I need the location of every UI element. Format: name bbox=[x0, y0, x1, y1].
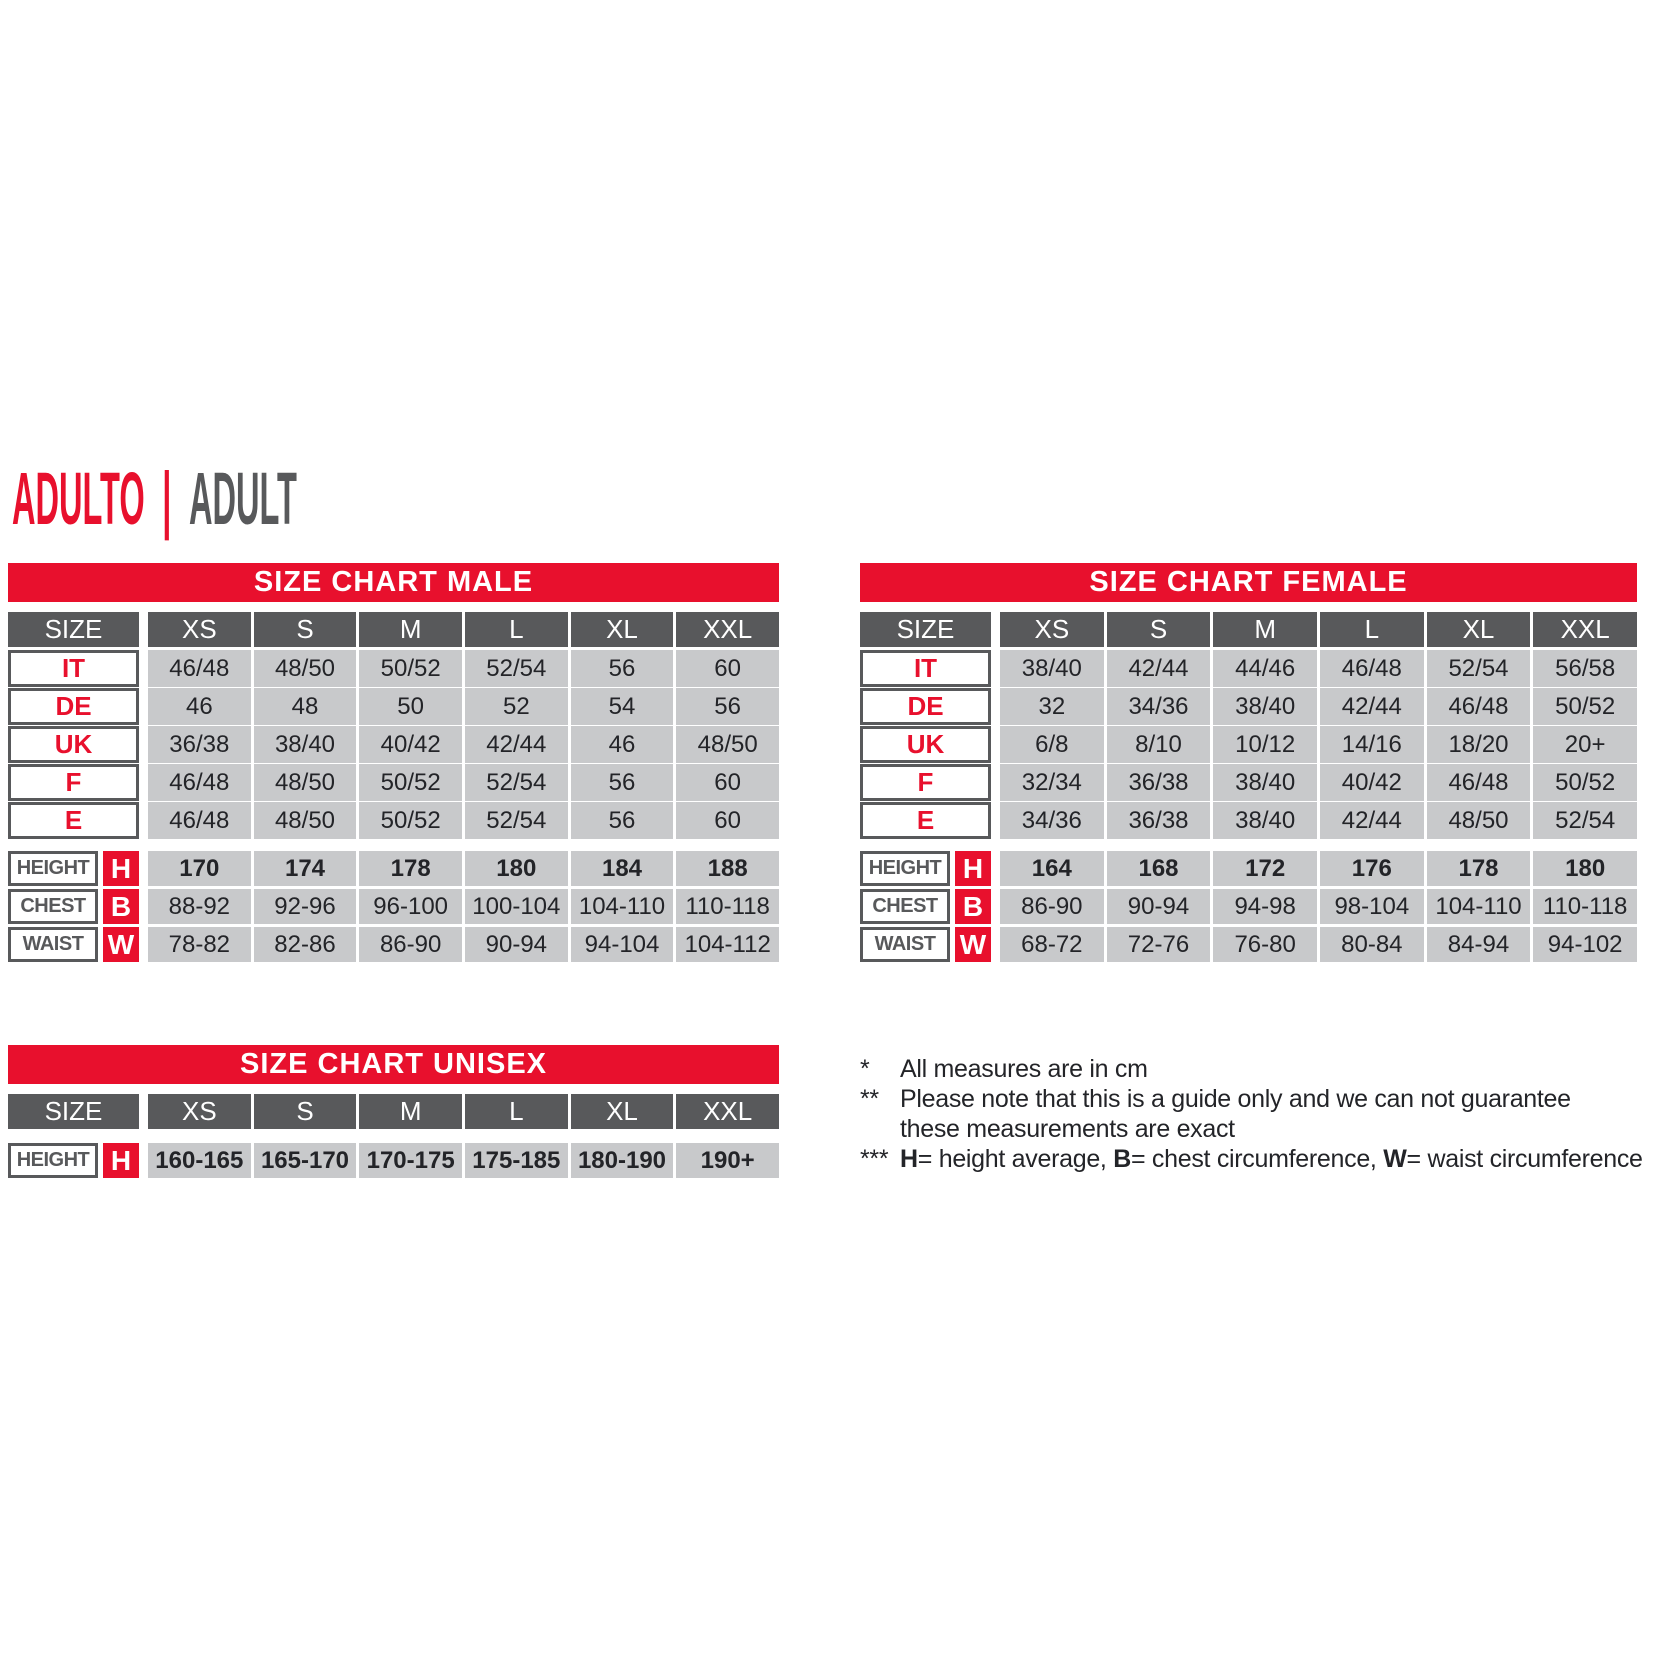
female-size-row-e bbox=[860, 802, 1637, 837]
male-table-title: SIZE CHART MALE bbox=[8, 563, 779, 602]
female-it-l-value: 46/48 bbox=[1320, 650, 1424, 687]
female-table-title: SIZE CHART FEMALE bbox=[860, 563, 1637, 602]
male-column-header-s: S bbox=[254, 612, 357, 647]
male-column-header-m: M bbox=[359, 612, 462, 647]
male-height-m-value: 178 bbox=[359, 851, 462, 886]
male-it-xl-value: 56 bbox=[571, 650, 674, 687]
female-row-label-uk: UK bbox=[860, 726, 991, 763]
male-de-xs-value: 46 bbox=[148, 688, 251, 725]
female-size-row-uk bbox=[860, 726, 1637, 761]
female-height-xs-value: 164 bbox=[1000, 851, 1104, 886]
male-column-header-xs: XS bbox=[148, 612, 251, 647]
female-size-row-it bbox=[860, 650, 1637, 685]
male-it-l-value: 52/54 bbox=[465, 650, 568, 687]
footnote-segment: All measures are in cm bbox=[900, 1055, 1148, 1083]
male-e-xxl-value: 60 bbox=[676, 802, 779, 839]
male-size-row-e bbox=[8, 802, 779, 837]
unisex-column-header-size: SIZE bbox=[8, 1094, 139, 1129]
female-column-header-l: L bbox=[1320, 612, 1424, 647]
female-measure-label-waist bbox=[860, 927, 991, 962]
unisex-column-header-l: L bbox=[465, 1094, 568, 1129]
female-it-xl-value: 52/54 bbox=[1427, 650, 1531, 687]
female-measure-row-height bbox=[860, 851, 1637, 886]
male-uk-m-value: 40/42 bbox=[359, 726, 462, 763]
male-de-xxl-value: 56 bbox=[676, 688, 779, 725]
male-size-row-f bbox=[8, 764, 779, 799]
male-it-xxl-value: 60 bbox=[676, 650, 779, 687]
female-de-xxl-value: 50/52 bbox=[1533, 688, 1637, 725]
female-measure-row-waist bbox=[860, 927, 1637, 962]
size-chart-male-table bbox=[8, 563, 779, 962]
female-chest-xl-value: 104-110 bbox=[1427, 889, 1531, 924]
female-it-xxl-value: 56/58 bbox=[1533, 650, 1637, 687]
male-it-m-value: 50/52 bbox=[359, 650, 462, 687]
footnote-3 bbox=[860, 1144, 1652, 1174]
male-column-header-l: L bbox=[465, 612, 568, 647]
female-height-l-value: 176 bbox=[1320, 851, 1424, 886]
unisex-column-header-xs: XS bbox=[148, 1094, 251, 1129]
female-row-label-de: DE bbox=[860, 688, 991, 725]
female-it-s-value: 42/44 bbox=[1107, 650, 1211, 687]
female-measure-label-height bbox=[860, 851, 991, 886]
male-height-letter-badge: H bbox=[103, 851, 139, 886]
page-title bbox=[12, 457, 297, 540]
footnote-segment: W bbox=[1383, 1145, 1407, 1173]
footnotes bbox=[860, 1054, 1652, 1174]
male-e-xs-value: 46/48 bbox=[148, 802, 251, 839]
male-e-m-value: 50/52 bbox=[359, 802, 462, 839]
male-size-row-uk bbox=[8, 726, 779, 761]
male-uk-xs-value: 36/38 bbox=[148, 726, 251, 763]
female-measure-row-chest bbox=[860, 889, 1637, 924]
size-chart-unisex-table bbox=[8, 1045, 779, 1178]
male-column-header-xl: XL bbox=[571, 612, 674, 647]
female-e-m-value: 38/40 bbox=[1213, 802, 1317, 839]
footnote-1-stars: * bbox=[860, 1055, 870, 1083]
female-chest-l-value: 98-104 bbox=[1320, 889, 1424, 924]
female-de-m-value: 38/40 bbox=[1213, 688, 1317, 725]
male-waist-l-value: 90-94 bbox=[465, 927, 568, 962]
female-chest-xs-value: 86-90 bbox=[1000, 889, 1104, 924]
footnote-3-text bbox=[900, 1144, 1643, 1174]
female-height-s-value: 168 bbox=[1107, 851, 1211, 886]
female-f-xxl-value: 50/52 bbox=[1533, 764, 1637, 801]
male-f-xl-value: 56 bbox=[571, 764, 674, 801]
female-waist-xs-value: 68-72 bbox=[1000, 927, 1104, 962]
male-height-l-value: 180 bbox=[465, 851, 568, 886]
female-waist-letter-badge: W bbox=[955, 927, 991, 962]
footnote-3-stars: *** bbox=[860, 1145, 889, 1173]
female-f-xs-value: 32/34 bbox=[1000, 764, 1104, 801]
unisex-column-header-m: M bbox=[359, 1094, 462, 1129]
female-waist-m-value: 76-80 bbox=[1213, 927, 1317, 962]
female-uk-m-value: 10/12 bbox=[1213, 726, 1317, 763]
female-chest-s-value: 90-94 bbox=[1107, 889, 1211, 924]
male-chest-xs-value: 88-92 bbox=[148, 889, 251, 924]
female-e-l-value: 42/44 bbox=[1320, 802, 1424, 839]
footnote-1-line-1 bbox=[900, 1054, 1148, 1084]
unisex-column-header-xl: XL bbox=[571, 1094, 674, 1129]
female-chest-m-value: 94-98 bbox=[1213, 889, 1317, 924]
footnote-segment: = waist circumference bbox=[1406, 1145, 1643, 1173]
male-row-label-e: E bbox=[8, 802, 139, 839]
female-header-row bbox=[860, 612, 1637, 647]
unisex-column-header-xxl: XXL bbox=[676, 1094, 779, 1129]
male-column-header-size: SIZE bbox=[8, 612, 139, 647]
footnote-segment: = height average, bbox=[917, 1145, 1114, 1173]
unisex-measure-row-height bbox=[8, 1143, 779, 1178]
male-waist-xxl-value: 104-112 bbox=[676, 927, 779, 962]
female-waist-l-value: 80-84 bbox=[1320, 927, 1424, 962]
footnote-1 bbox=[860, 1054, 1652, 1084]
female-de-xl-value: 46/48 bbox=[1427, 688, 1531, 725]
footnote-2-text bbox=[900, 1084, 1571, 1144]
female-f-l-value: 40/42 bbox=[1320, 764, 1424, 801]
male-uk-xl-value: 46 bbox=[571, 726, 674, 763]
male-de-xl-value: 54 bbox=[571, 688, 674, 725]
female-height-letter-badge: H bbox=[955, 851, 991, 886]
male-measure-row-chest bbox=[8, 889, 779, 924]
male-waist-label: WAIST bbox=[8, 927, 98, 962]
female-uk-xs-value: 6/8 bbox=[1000, 726, 1104, 763]
footnote-segment: these measurements are exact bbox=[900, 1115, 1235, 1143]
male-header-row bbox=[8, 612, 779, 647]
unisex-header-row bbox=[8, 1094, 779, 1129]
male-row-label-it: IT bbox=[8, 650, 139, 687]
male-uk-s-value: 38/40 bbox=[254, 726, 357, 763]
male-height-xs-value: 170 bbox=[148, 851, 251, 886]
male-height-label: HEIGHT bbox=[8, 851, 98, 886]
unisex-height-m-value: 170-175 bbox=[359, 1143, 462, 1178]
male-it-xs-value: 46/48 bbox=[148, 650, 251, 687]
unisex-table-title: SIZE CHART UNISEX bbox=[8, 1045, 779, 1084]
footnote-segment: = chest circumference, bbox=[1130, 1145, 1384, 1173]
male-de-s-value: 48 bbox=[254, 688, 357, 725]
female-de-l-value: 42/44 bbox=[1320, 688, 1424, 725]
female-uk-xxl-value: 20+ bbox=[1533, 726, 1637, 763]
footnote-segment: H bbox=[900, 1145, 918, 1173]
male-height-s-value: 174 bbox=[254, 851, 357, 886]
male-measure-label-chest bbox=[8, 889, 139, 924]
male-chest-xl-value: 104-110 bbox=[571, 889, 674, 924]
size-chart-female-table bbox=[860, 563, 1637, 962]
male-uk-l-value: 42/44 bbox=[465, 726, 568, 763]
male-de-m-value: 50 bbox=[359, 688, 462, 725]
footnote-2 bbox=[860, 1084, 1652, 1144]
footnote-segment: B bbox=[1113, 1145, 1131, 1173]
unisex-height-xl-value: 180-190 bbox=[571, 1143, 674, 1178]
female-chest-letter-badge: B bbox=[955, 889, 991, 924]
female-it-m-value: 44/46 bbox=[1213, 650, 1317, 687]
female-column-header-xl: XL bbox=[1427, 612, 1531, 647]
female-row-label-it: IT bbox=[860, 650, 991, 687]
female-height-xl-value: 178 bbox=[1427, 851, 1531, 886]
title-secondary: ADULT bbox=[188, 457, 297, 540]
unisex-height-xxl-value: 190+ bbox=[676, 1143, 779, 1178]
female-column-header-size: SIZE bbox=[860, 612, 991, 647]
title-primary: ADULTO bbox=[12, 457, 145, 540]
female-it-xs-value: 38/40 bbox=[1000, 650, 1104, 687]
male-uk-xxl-value: 48/50 bbox=[676, 726, 779, 763]
male-chest-label: CHEST bbox=[8, 889, 98, 924]
male-size-row-de bbox=[8, 688, 779, 723]
female-column-header-xxl: XXL bbox=[1533, 612, 1637, 647]
male-row-label-f: F bbox=[8, 764, 139, 801]
female-f-xl-value: 46/48 bbox=[1427, 764, 1531, 801]
male-height-xxl-value: 188 bbox=[676, 851, 779, 886]
unisex-height-xs-value: 160-165 bbox=[148, 1143, 251, 1178]
unisex-height-label: HEIGHT bbox=[8, 1143, 98, 1178]
female-f-m-value: 38/40 bbox=[1213, 764, 1317, 801]
footnote-segment: Please note that this is a guide only and we can not guarantee bbox=[900, 1085, 1571, 1113]
male-measure-label-height bbox=[8, 851, 139, 886]
male-f-xxl-value: 60 bbox=[676, 764, 779, 801]
female-measure-label-chest bbox=[860, 889, 991, 924]
footnote-2-line-2 bbox=[900, 1114, 1571, 1144]
male-chest-s-value: 92-96 bbox=[254, 889, 357, 924]
female-uk-l-value: 14/16 bbox=[1320, 726, 1424, 763]
male-measure-row-waist bbox=[8, 927, 779, 962]
male-f-s-value: 48/50 bbox=[254, 764, 357, 801]
male-measure-row-height bbox=[8, 851, 779, 886]
female-de-s-value: 34/36 bbox=[1107, 688, 1211, 725]
unisex-column-header-s: S bbox=[254, 1094, 357, 1129]
male-height-xl-value: 184 bbox=[571, 851, 674, 886]
unisex-height-l-value: 175-185 bbox=[465, 1143, 568, 1178]
female-de-xs-value: 32 bbox=[1000, 688, 1104, 725]
female-row-label-f: F bbox=[860, 764, 991, 801]
footnote-3-line-1 bbox=[900, 1144, 1643, 1174]
unisex-height-s-value: 165-170 bbox=[254, 1143, 357, 1178]
male-it-s-value: 48/50 bbox=[254, 650, 357, 687]
female-uk-xl-value: 18/20 bbox=[1427, 726, 1531, 763]
male-chest-m-value: 96-100 bbox=[359, 889, 462, 924]
male-f-l-value: 52/54 bbox=[465, 764, 568, 801]
female-waist-xxl-value: 94-102 bbox=[1533, 927, 1637, 962]
male-f-m-value: 50/52 bbox=[359, 764, 462, 801]
female-height-label: HEIGHT bbox=[860, 851, 950, 886]
female-chest-label: CHEST bbox=[860, 889, 950, 924]
female-column-header-s: S bbox=[1107, 612, 1211, 647]
female-waist-label: WAIST bbox=[860, 927, 950, 962]
male-measure-label-waist bbox=[8, 927, 139, 962]
female-size-row-f bbox=[860, 764, 1637, 799]
male-chest-xxl-value: 110-118 bbox=[676, 889, 779, 924]
male-de-l-value: 52 bbox=[465, 688, 568, 725]
unisex-measure-label-height bbox=[8, 1143, 139, 1178]
female-f-s-value: 36/38 bbox=[1107, 764, 1211, 801]
female-e-xs-value: 34/36 bbox=[1000, 802, 1104, 839]
male-row-label-uk: UK bbox=[8, 726, 139, 763]
female-chest-xxl-value: 110-118 bbox=[1533, 889, 1637, 924]
unisex-height-letter-badge: H bbox=[103, 1143, 139, 1178]
male-waist-xs-value: 78-82 bbox=[148, 927, 251, 962]
male-row-label-de: DE bbox=[8, 688, 139, 725]
footnote-2-line-1 bbox=[900, 1084, 1571, 1114]
female-size-row-de bbox=[860, 688, 1637, 723]
male-chest-l-value: 100-104 bbox=[465, 889, 568, 924]
female-column-header-m: M bbox=[1213, 612, 1317, 647]
female-uk-s-value: 8/10 bbox=[1107, 726, 1211, 763]
male-e-s-value: 48/50 bbox=[254, 802, 357, 839]
male-waist-m-value: 86-90 bbox=[359, 927, 462, 962]
male-size-row-it bbox=[8, 650, 779, 685]
footnote-1-text bbox=[900, 1054, 1148, 1084]
female-e-xxl-value: 52/54 bbox=[1533, 802, 1637, 839]
footnote-2-stars: ** bbox=[860, 1085, 879, 1113]
male-waist-xl-value: 94-104 bbox=[571, 927, 674, 962]
female-waist-xl-value: 84-94 bbox=[1427, 927, 1531, 962]
male-e-xl-value: 56 bbox=[571, 802, 674, 839]
male-f-xs-value: 46/48 bbox=[148, 764, 251, 801]
male-e-l-value: 52/54 bbox=[465, 802, 568, 839]
female-e-s-value: 36/38 bbox=[1107, 802, 1211, 839]
male-column-header-xxl: XXL bbox=[676, 612, 779, 647]
male-waist-s-value: 82-86 bbox=[254, 927, 357, 962]
male-chest-letter-badge: B bbox=[103, 889, 139, 924]
female-height-xxl-value: 180 bbox=[1533, 851, 1637, 886]
female-row-label-e: E bbox=[860, 802, 991, 839]
female-column-header-xs: XS bbox=[1000, 612, 1104, 647]
female-waist-s-value: 72-76 bbox=[1107, 927, 1211, 962]
female-e-xl-value: 48/50 bbox=[1427, 802, 1531, 839]
title-separator: | bbox=[162, 457, 172, 540]
male-waist-letter-badge: W bbox=[103, 927, 139, 962]
female-height-m-value: 172 bbox=[1213, 851, 1317, 886]
